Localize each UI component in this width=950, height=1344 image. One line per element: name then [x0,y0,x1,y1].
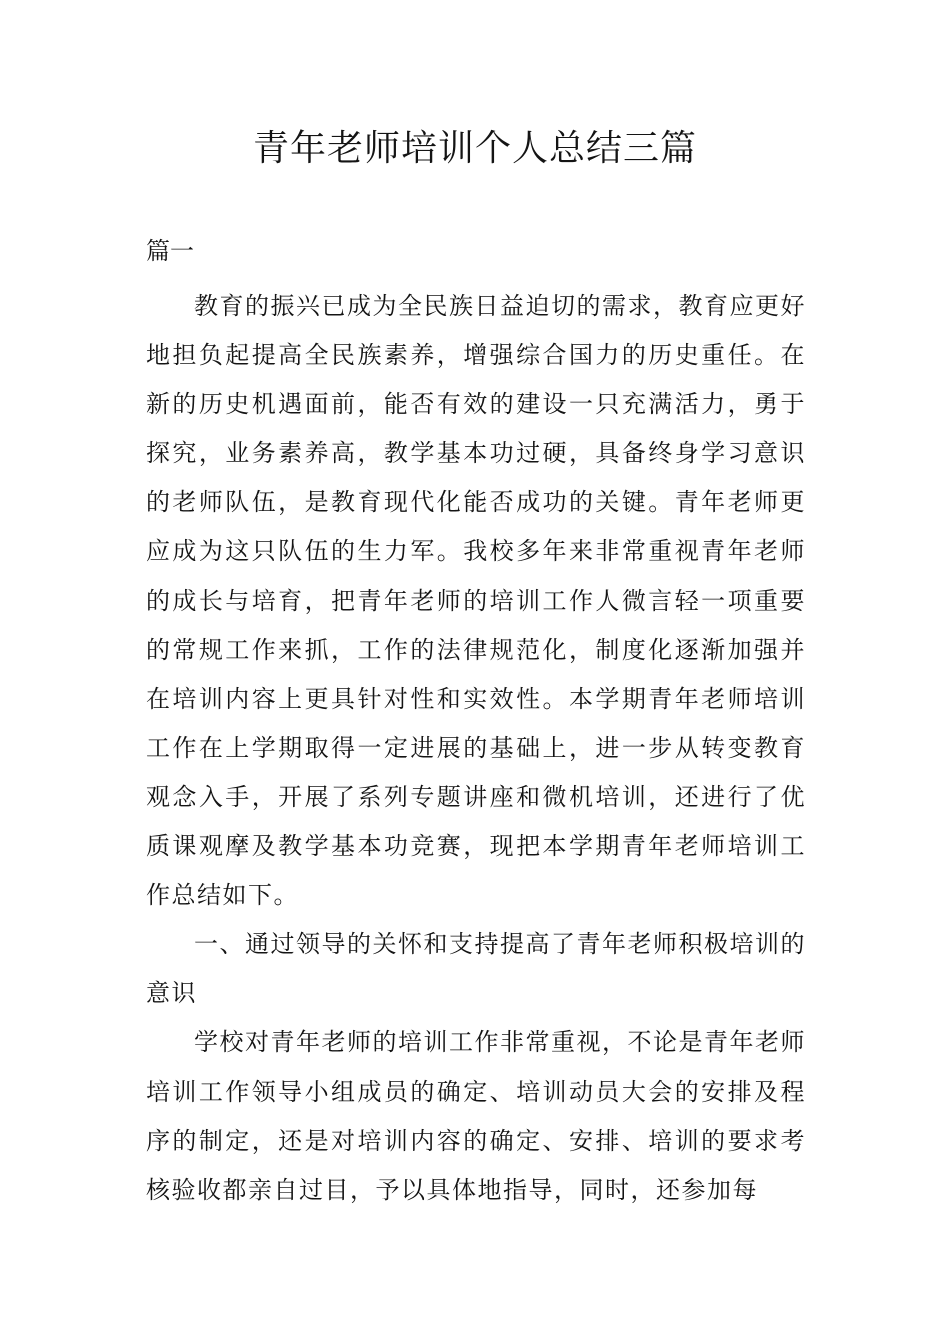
section-label: 篇一 [146,237,194,265]
document-body [146,282,806,1215]
paragraph: 学校对青年老师的培训工作非常重视，不论是青年老师培训工作领导小组成员的确定、培训动员大会的安排及程序的制定，还是对培训内容的确定、安排、培训的要求考核验收都亲自过目，予以具体地指导，同时，还参加每 [146,1028,806,1204]
paragraph: 教育的振兴已成为全民族日益迫切的需求，教育应更好地担负起提高全民族素养，增强综合国力的历史重任。在新的历史机遇面前，能否有效的建设一只充满活力，勇于探究，业务素养高，教学基本功过硬，具备终身学习意识的老师队伍，是教育现代化能否成功的关键。青年老师更应成为这只队伍的生力军。我校多年来非常重视青年老师的成长与培育，把青年老师的培训工作人微言轻一项重要的常规工作来抓，工作的法律规范化，制度化逐渐加强并在培训内容上更具针对性和实效性。本学期青年老师培训工作在上学期取得一定进展的基础上，进一步从转变教育观念入手，开展了系列专题讲座和微机培训，还进行了优质课观摩及教学基本功竞赛，现把本学期青年老师培训工作总结如下。 [146,292,806,910]
section-heading: 一、通过领导的关怀和支持提高了青年老师积极培训的意识 [146,930,806,1008]
document-title: 青年老师培训个人总结三篇 [252,128,697,169]
